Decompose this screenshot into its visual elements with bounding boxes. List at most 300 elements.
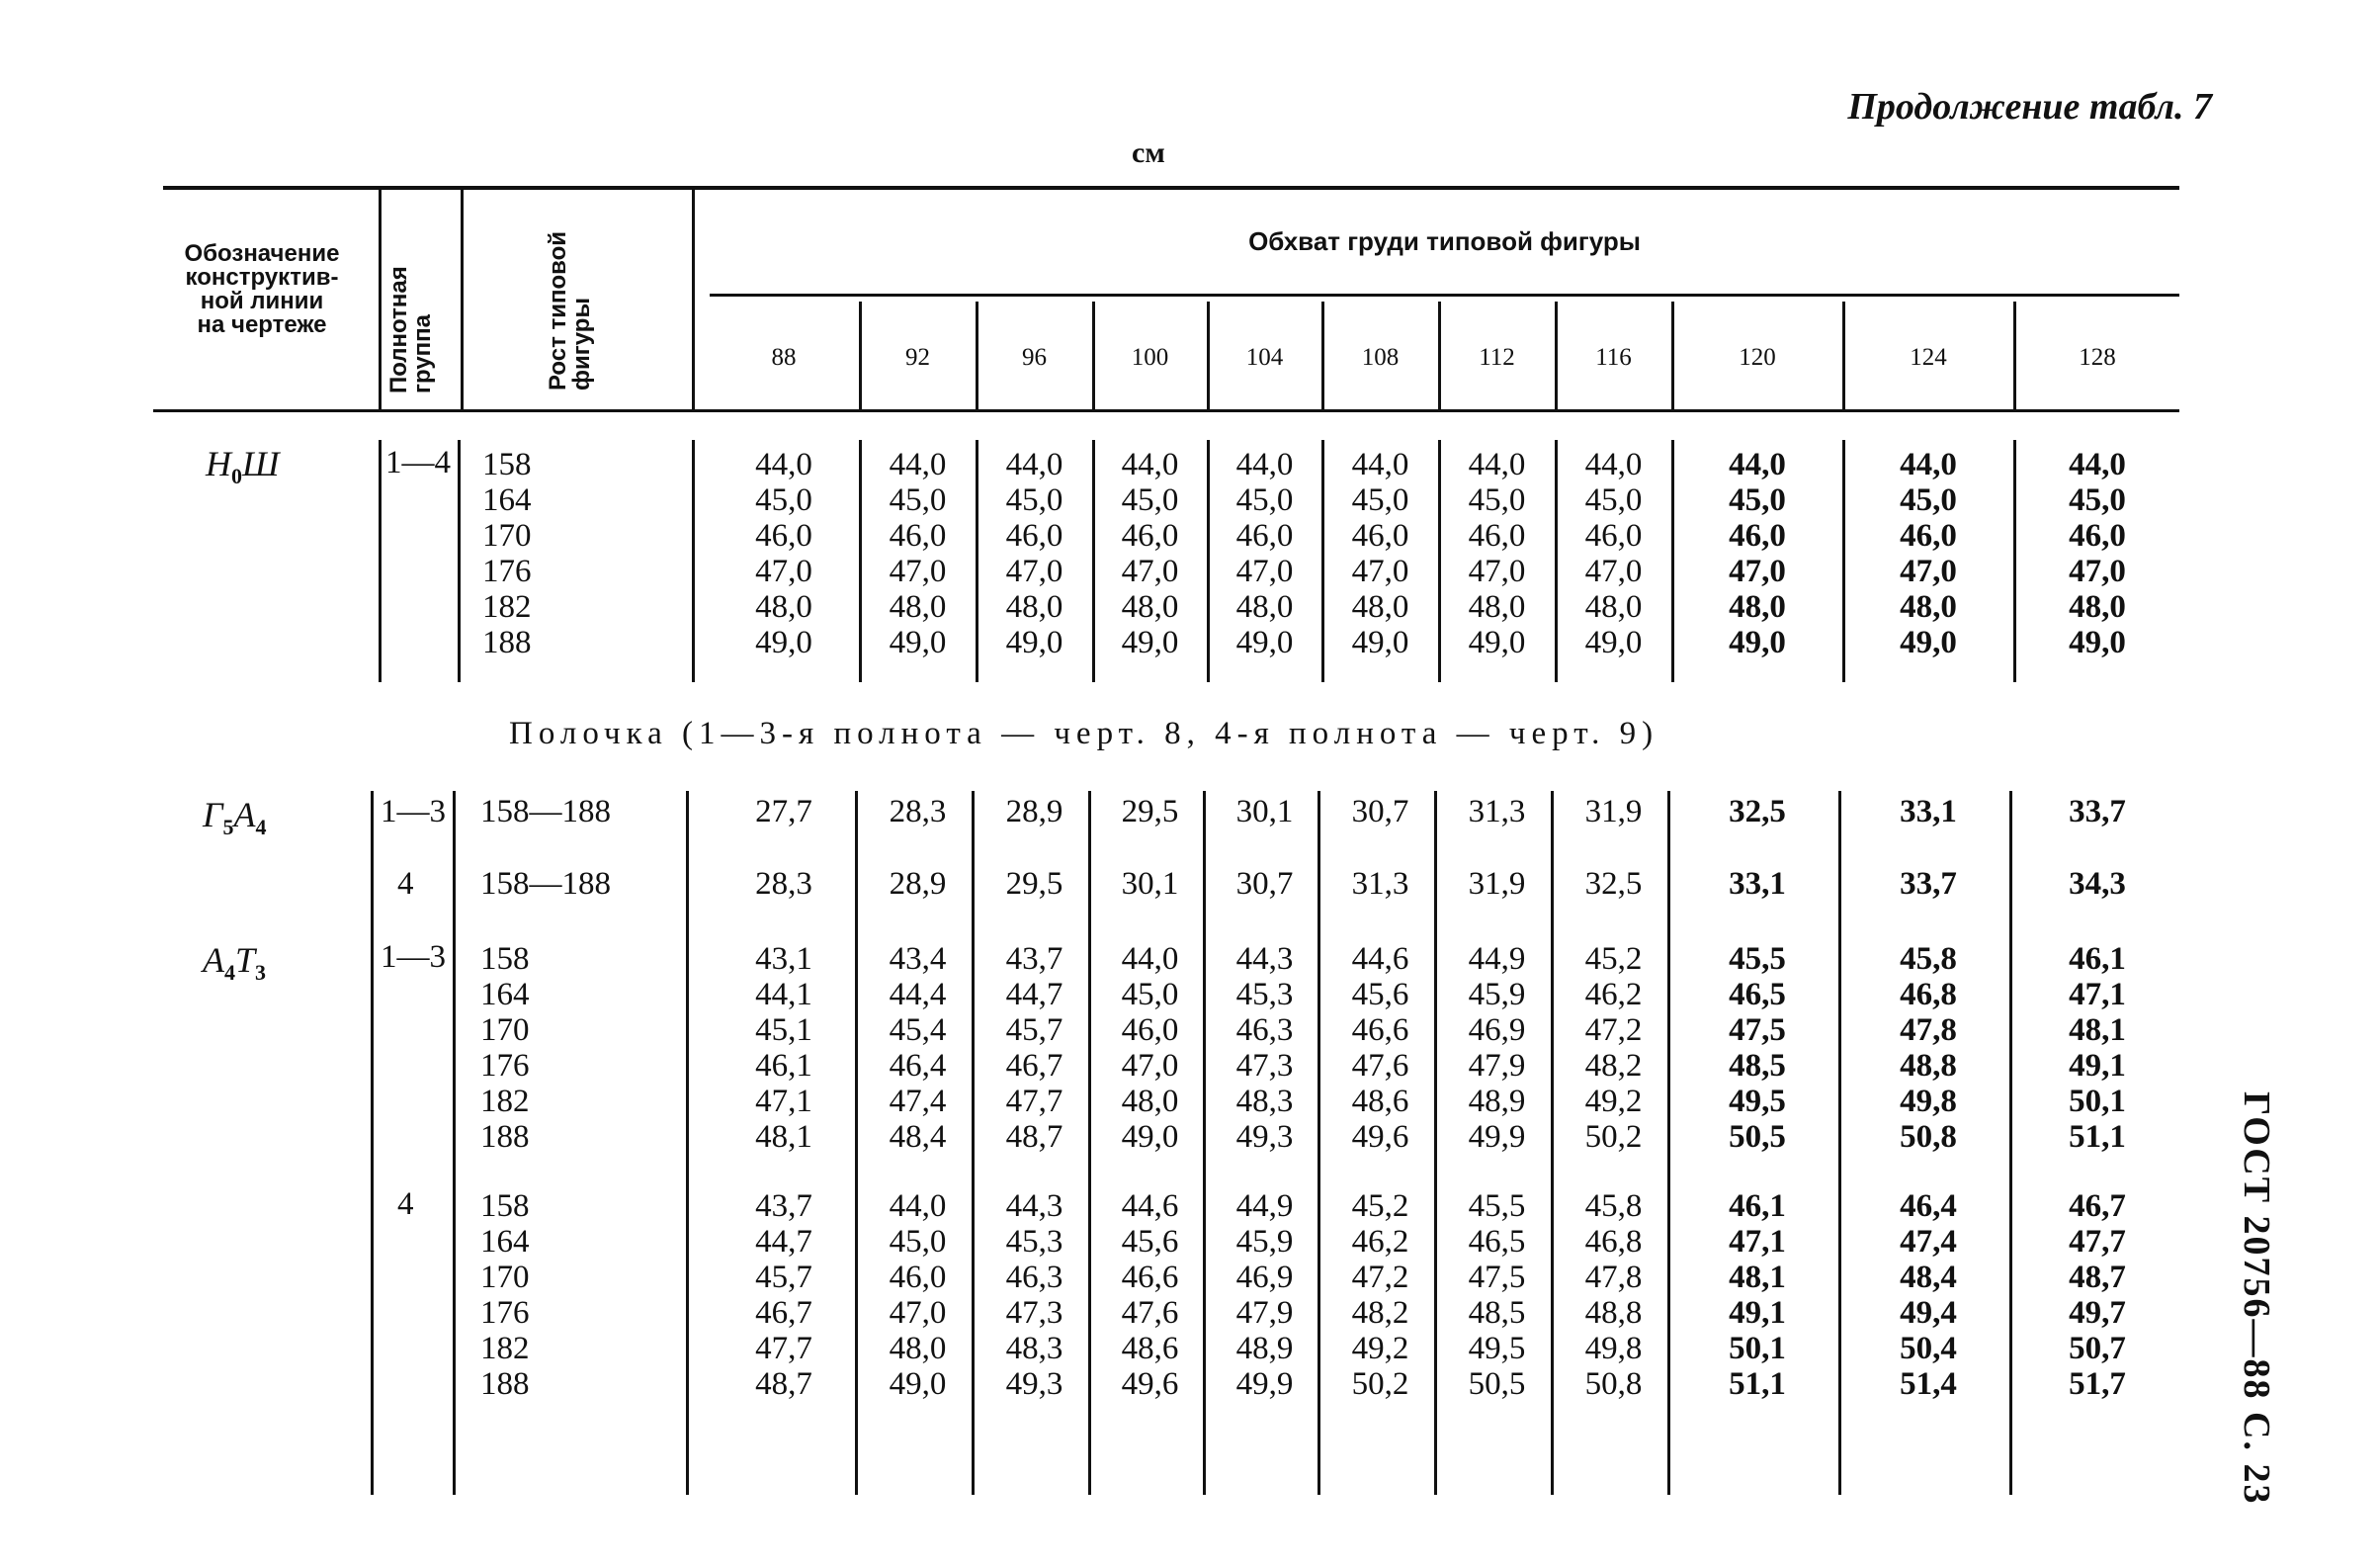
heights-g5a4-b: 158—188 xyxy=(480,866,611,902)
height-value: 182 xyxy=(482,589,532,625)
value-cell: 48,0 xyxy=(1121,589,1179,625)
value-cell: 45,0 xyxy=(1900,482,1957,518)
size-header-124: 124 xyxy=(1910,344,1947,371)
value-cell: 47,7 xyxy=(755,1331,812,1366)
label-part: Т xyxy=(235,940,256,980)
value-cell: 48,4 xyxy=(889,1119,947,1155)
value-cell: 45,5 xyxy=(1729,941,1786,977)
value-cell: 44,0 xyxy=(889,1188,947,1224)
value-cell: 48,0 xyxy=(1729,589,1786,625)
value-column xyxy=(710,1188,858,1402)
col-divider xyxy=(379,190,382,409)
value-cell: 29,5 xyxy=(1005,866,1063,902)
value-cell: 27,7 xyxy=(755,794,812,829)
value-cell: 50,2 xyxy=(1584,1119,1643,1155)
col-divider xyxy=(859,302,862,409)
value-cell: 46,5 xyxy=(1468,1224,1526,1260)
value-cell: 47,6 xyxy=(1121,1295,1179,1331)
value-cell: 29,5 xyxy=(1121,794,1179,829)
value-cell: 48,0 xyxy=(1584,589,1643,625)
value-cell: 47,0 xyxy=(1121,554,1179,589)
line-label-h0sh xyxy=(206,443,280,489)
col-divider xyxy=(1438,302,1441,409)
label-part: Ш xyxy=(242,444,280,483)
value-cell: 46,8 xyxy=(1584,1224,1643,1260)
value-cell: 49,9 xyxy=(1235,1366,1294,1402)
value-cell: 50,5 xyxy=(1729,1119,1786,1155)
col-divider xyxy=(692,190,695,409)
value-cell: 49,0 xyxy=(1121,625,1179,660)
value-cell: 45,7 xyxy=(1005,1012,1063,1048)
heights-g5a4-a: 158—188 xyxy=(480,794,611,829)
value-cell: 49,6 xyxy=(1121,1366,1179,1402)
value-column xyxy=(710,866,858,902)
value-cell: 47,0 xyxy=(1235,554,1294,589)
header-designation-line: Обозначение xyxy=(184,240,340,267)
value-cell: 49,0 xyxy=(755,625,812,660)
value-cell: 48,5 xyxy=(1468,1295,1526,1331)
value-cell: 48,7 xyxy=(1005,1119,1063,1155)
value-cell: 44,0 xyxy=(1729,447,1786,482)
value-cell: 33,1 xyxy=(1900,794,1957,829)
value-column xyxy=(1844,794,2012,829)
header-designation-line: конструктив- xyxy=(185,264,339,291)
value-column xyxy=(1440,1188,1554,1402)
value-cell: 48,8 xyxy=(1584,1295,1643,1331)
value-column xyxy=(1440,794,1554,829)
col-divider xyxy=(686,791,689,1495)
value-cell: 49,0 xyxy=(1729,625,1786,660)
value-cell: 32,5 xyxy=(1729,794,1786,829)
value-column xyxy=(1673,866,1841,902)
value-cell: 50,1 xyxy=(1729,1331,1786,1366)
height-value: 182 xyxy=(480,1084,530,1119)
height-value: 176 xyxy=(480,1295,530,1331)
value-cell: 48,5 xyxy=(1729,1048,1786,1084)
value-cell: 47,9 xyxy=(1468,1048,1526,1084)
value-cell: 47,7 xyxy=(1005,1084,1063,1119)
value-cell: 48,0 xyxy=(1005,589,1063,625)
value-cell: 33,1 xyxy=(1729,866,1786,902)
value-cell: 47,9 xyxy=(1235,1295,1294,1331)
value-cell: 47,0 xyxy=(1468,554,1526,589)
value-cell: 44,3 xyxy=(1235,941,1294,977)
col-divider xyxy=(692,440,695,682)
value-cell: 31,9 xyxy=(1468,866,1526,902)
value-cell: 28,9 xyxy=(889,866,947,902)
value-cell: 51,4 xyxy=(1900,1366,1957,1402)
value-cell: 47,8 xyxy=(1584,1260,1643,1295)
value-column xyxy=(1673,1188,1841,1402)
value-cell: 45,0 xyxy=(1005,482,1063,518)
table-continuation-caption: Продолжение табл. 7 xyxy=(1847,86,2212,128)
value-cell: 30,7 xyxy=(1235,866,1294,902)
value-cell: 46,5 xyxy=(1729,977,1786,1012)
label-part: Г xyxy=(203,795,223,834)
value-column xyxy=(1557,866,1670,902)
value-cell: 45,6 xyxy=(1351,977,1409,1012)
value-cell: 46,1 xyxy=(1729,1188,1786,1224)
value-cell: 44,0 xyxy=(889,447,947,482)
size-header-104: 104 xyxy=(1245,344,1284,371)
value-column xyxy=(1673,447,1841,660)
value-cell: 47,4 xyxy=(1900,1224,1957,1260)
value-cell: 45,0 xyxy=(1584,482,1643,518)
value-cell: 47,0 xyxy=(1121,1048,1179,1084)
value-cell: 48,0 xyxy=(2069,589,2126,625)
value-cell: 44,0 xyxy=(755,447,812,482)
value-cell: 47,7 xyxy=(2069,1224,2126,1260)
height-value: 158 xyxy=(480,941,530,977)
value-cell: 47,1 xyxy=(755,1084,812,1119)
value-column xyxy=(1323,941,1437,1155)
value-cell: 51,7 xyxy=(2069,1366,2126,1402)
value-cell: 44,0 xyxy=(1900,447,1957,482)
value-cell: 46,9 xyxy=(1468,1012,1526,1048)
value-column xyxy=(978,1188,1091,1402)
size-header-88: 88 xyxy=(771,344,797,371)
col-divider xyxy=(1671,302,1674,409)
value-cell: 49,0 xyxy=(1900,625,1957,660)
value-cell: 46,0 xyxy=(1121,518,1179,554)
value-cell: 45,0 xyxy=(1468,482,1526,518)
value-cell: 46,3 xyxy=(1235,1012,1294,1048)
value-cell: 45,2 xyxy=(1351,1188,1409,1224)
chest-header-rule xyxy=(710,294,2179,297)
value-cell: 47,1 xyxy=(1729,1224,1786,1260)
value-cell: 31,3 xyxy=(1468,794,1526,829)
value-cell: 46,9 xyxy=(1235,1260,1294,1295)
value-column xyxy=(978,866,1091,902)
value-column xyxy=(1673,794,1841,829)
value-column xyxy=(861,941,975,1155)
value-column xyxy=(1094,447,1206,660)
value-cell: 46,3 xyxy=(1005,1260,1063,1295)
value-cell: 48,1 xyxy=(2069,1012,2126,1048)
value-cell: 46,7 xyxy=(1005,1048,1063,1084)
value-column xyxy=(1094,794,1206,829)
height-value: 188 xyxy=(480,1119,530,1155)
height-value: 176 xyxy=(480,1048,530,1084)
size-header-100: 100 xyxy=(1131,344,1169,371)
header-chest-girth: Обхват груди типовой фигуры xyxy=(1248,226,1641,256)
value-cell: 47,0 xyxy=(1900,554,1957,589)
value-cell: 46,1 xyxy=(2069,941,2126,977)
value-cell: 48,1 xyxy=(755,1119,812,1155)
value-column xyxy=(1557,1188,1670,1402)
value-cell: 49,1 xyxy=(1729,1295,1786,1331)
value-cell: 47,3 xyxy=(1235,1048,1294,1084)
value-cell: 49,0 xyxy=(1005,625,1063,660)
fullness-group-g5a4-a: 1—3 xyxy=(381,794,446,829)
value-cell: 44,0 xyxy=(1121,941,1179,977)
value-column xyxy=(2015,866,2179,902)
value-cell: 45,9 xyxy=(1235,1224,1294,1260)
height-value: 182 xyxy=(480,1331,530,1366)
value-cell: 47,5 xyxy=(1468,1260,1526,1295)
value-cell: 47,1 xyxy=(2069,977,2126,1012)
header-height-line: фигуры xyxy=(568,298,595,391)
size-header-128: 128 xyxy=(2079,344,2116,371)
label-subscript: 0 xyxy=(231,464,242,489)
value-cell: 44,0 xyxy=(1121,447,1179,482)
unit-label: см xyxy=(1132,136,1165,169)
value-column xyxy=(978,447,1091,660)
value-column xyxy=(861,794,975,829)
value-column xyxy=(1673,941,1841,1155)
value-column xyxy=(1844,447,2012,660)
value-cell: 48,0 xyxy=(1235,589,1294,625)
col-divider xyxy=(461,190,464,409)
value-cell: 49,0 xyxy=(889,1366,947,1402)
value-cell: 46,0 xyxy=(755,518,812,554)
value-cell: 48,6 xyxy=(1121,1331,1179,1366)
value-column xyxy=(1844,866,2012,902)
value-cell: 46,0 xyxy=(1900,518,1957,554)
value-cell: 45,0 xyxy=(755,482,812,518)
value-cell: 44,0 xyxy=(1235,447,1294,482)
value-cell: 44,9 xyxy=(1468,941,1526,977)
value-cell: 51,1 xyxy=(1729,1366,1786,1402)
value-cell: 47,4 xyxy=(889,1084,947,1119)
size-header-92: 92 xyxy=(905,344,930,371)
value-column xyxy=(1209,447,1320,660)
value-cell: 48,0 xyxy=(1351,589,1409,625)
value-cell: 34,3 xyxy=(2069,866,2126,902)
value-cell: 30,7 xyxy=(1351,794,1409,829)
value-cell: 50,8 xyxy=(1584,1366,1643,1402)
value-cell: 44,0 xyxy=(1005,447,1063,482)
value-cell: 48,9 xyxy=(1468,1084,1526,1119)
value-cell: 50,5 xyxy=(1468,1366,1526,1402)
value-cell: 46,6 xyxy=(1351,1012,1409,1048)
value-cell: 47,0 xyxy=(2069,554,2126,589)
header-bottom-rule xyxy=(153,409,2179,412)
value-cell: 47,0 xyxy=(1351,554,1409,589)
value-cell: 48,8 xyxy=(1900,1048,1957,1084)
height-value: 188 xyxy=(482,625,532,660)
value-cell: 49,0 xyxy=(1468,625,1526,660)
value-cell: 49,3 xyxy=(1005,1366,1063,1402)
size-header-108: 108 xyxy=(1361,344,1400,371)
value-cell: 47,6 xyxy=(1351,1048,1409,1084)
value-cell: 48,2 xyxy=(1351,1295,1409,1331)
value-cell: 46,0 xyxy=(1005,518,1063,554)
value-cell: 46,0 xyxy=(2069,518,2126,554)
value-cell: 33,7 xyxy=(1900,866,1957,902)
value-column xyxy=(2015,941,2179,1155)
value-cell: 47,3 xyxy=(1005,1295,1063,1331)
value-cell: 48,0 xyxy=(755,589,812,625)
value-cell: 45,0 xyxy=(1235,482,1294,518)
value-column xyxy=(1557,794,1670,829)
value-cell: 44,4 xyxy=(889,977,947,1012)
heights-a4t3-b xyxy=(480,1188,530,1402)
gost-page-side-label: ГОСТ 20756—88 С. 23 xyxy=(2236,1091,2277,1506)
value-column xyxy=(710,794,858,829)
value-column xyxy=(1209,1188,1320,1402)
value-cell: 47,0 xyxy=(889,1295,947,1331)
value-cell: 48,3 xyxy=(1005,1331,1063,1366)
size-header-96: 96 xyxy=(1022,344,1047,371)
value-cell: 47,0 xyxy=(1005,554,1063,589)
value-cell: 44,6 xyxy=(1351,941,1409,977)
fullness-group-a4t3-b: 4 xyxy=(397,1186,414,1222)
value-cell: 44,0 xyxy=(2069,447,2126,482)
value-cell: 46,0 xyxy=(1584,518,1643,554)
value-column xyxy=(978,794,1091,829)
value-cell: 47,8 xyxy=(1900,1012,1957,1048)
value-column xyxy=(1557,941,1670,1155)
value-cell: 49,2 xyxy=(1584,1084,1643,1119)
value-cell: 49,0 xyxy=(889,625,947,660)
value-cell: 45,7 xyxy=(755,1260,812,1295)
height-value: 170 xyxy=(482,518,532,554)
value-cell: 45,0 xyxy=(889,1224,947,1260)
value-cell: 46,4 xyxy=(889,1048,947,1084)
value-cell: 47,0 xyxy=(1584,554,1643,589)
label-part: А xyxy=(233,795,256,834)
value-cell: 49,5 xyxy=(1468,1331,1526,1366)
col-divider xyxy=(458,440,461,682)
col-divider xyxy=(379,440,382,682)
value-cell: 49,7 xyxy=(2069,1295,2126,1331)
value-column xyxy=(978,941,1091,1155)
label-part: А xyxy=(203,940,224,980)
value-cell: 31,3 xyxy=(1351,866,1409,902)
value-cell: 45,0 xyxy=(1729,482,1786,518)
value-cell: 49,8 xyxy=(1584,1331,1643,1366)
value-column xyxy=(2015,447,2179,660)
value-cell: 28,3 xyxy=(755,866,812,902)
header-designation-line: на чертеже xyxy=(197,311,327,338)
value-cell: 46,0 xyxy=(889,1260,947,1295)
header-designation xyxy=(153,242,371,337)
value-cell: 45,4 xyxy=(889,1012,947,1048)
col-divider xyxy=(1842,302,1845,409)
value-cell: 48,0 xyxy=(889,589,947,625)
value-cell: 45,2 xyxy=(1584,941,1643,977)
value-cell: 48,0 xyxy=(1468,589,1526,625)
line-label-a4t3 xyxy=(203,939,266,986)
fullness-group-g5a4-b: 4 xyxy=(397,866,414,902)
value-column xyxy=(1094,1188,1206,1402)
value-cell: 46,0 xyxy=(1351,518,1409,554)
height-value: 164 xyxy=(480,1224,530,1260)
value-cell: 46,2 xyxy=(1584,977,1643,1012)
value-cell: 46,0 xyxy=(889,518,947,554)
label-subscript: 5 xyxy=(222,815,234,840)
value-cell: 47,2 xyxy=(1584,1012,1643,1048)
value-cell: 49,4 xyxy=(1900,1295,1957,1331)
header-designation-line: ной линии xyxy=(200,288,324,314)
value-cell: 46,8 xyxy=(1900,977,1957,1012)
value-cell: 48,3 xyxy=(1235,1084,1294,1119)
value-cell: 46,6 xyxy=(1121,1260,1179,1295)
value-cell: 45,3 xyxy=(1005,1224,1063,1260)
col-divider xyxy=(1092,302,1095,409)
value-column xyxy=(861,447,975,660)
value-cell: 49,3 xyxy=(1235,1119,1294,1155)
col-divider xyxy=(1555,302,1558,409)
value-cell: 44,6 xyxy=(1121,1188,1179,1224)
value-column xyxy=(2015,794,2179,829)
col-divider xyxy=(976,302,978,409)
value-cell: 50,2 xyxy=(1351,1366,1409,1402)
value-cell: 45,3 xyxy=(1235,977,1294,1012)
value-cell: 45,8 xyxy=(1584,1188,1643,1224)
value-cell: 46,2 xyxy=(1351,1224,1409,1260)
header-height-line: Рост типовой xyxy=(545,230,571,391)
value-column xyxy=(1557,447,1670,660)
value-cell: 44,3 xyxy=(1005,1188,1063,1224)
value-cell: 45,8 xyxy=(1900,941,1957,977)
value-cell: 49,0 xyxy=(1121,1119,1179,1155)
value-cell: 46,0 xyxy=(1121,1012,1179,1048)
value-cell: 47,0 xyxy=(755,554,812,589)
value-cell: 46,1 xyxy=(755,1048,812,1084)
value-cell: 50,1 xyxy=(2069,1084,2126,1119)
value-cell: 28,9 xyxy=(1005,794,1063,829)
height-value: 176 xyxy=(482,554,532,589)
value-cell: 48,0 xyxy=(889,1331,947,1366)
value-cell: 49,0 xyxy=(1584,625,1643,660)
value-column xyxy=(861,1188,975,1402)
fullness-group-a4t3-a: 1—3 xyxy=(381,939,446,975)
label-subscript: 4 xyxy=(224,960,235,986)
value-cell: 48,2 xyxy=(1584,1048,1643,1084)
value-cell: 44,0 xyxy=(1351,447,1409,482)
value-column xyxy=(2015,1188,2179,1402)
value-cell: 49,6 xyxy=(1351,1119,1409,1155)
header-fullness-line: группа xyxy=(409,313,436,393)
value-cell: 48,6 xyxy=(1351,1084,1409,1119)
height-value: 170 xyxy=(480,1012,530,1048)
height-value: 170 xyxy=(480,1260,530,1295)
value-cell: 49,5 xyxy=(1729,1084,1786,1119)
value-cell: 45,0 xyxy=(1351,482,1409,518)
value-cell: 46,0 xyxy=(1235,518,1294,554)
size-header-112: 112 xyxy=(1479,344,1515,371)
label-subscript: 3 xyxy=(255,960,267,986)
value-cell: 44,0 xyxy=(1468,447,1526,482)
height-value: 158 xyxy=(482,447,532,482)
value-column xyxy=(710,941,858,1155)
value-cell: 49,1 xyxy=(2069,1048,2126,1084)
value-column xyxy=(1323,794,1437,829)
value-column xyxy=(1440,866,1554,902)
heights-h0sh xyxy=(482,447,532,660)
value-cell: 45,0 xyxy=(2069,482,2126,518)
value-cell: 50,4 xyxy=(1900,1331,1957,1366)
value-cell: 48,0 xyxy=(1121,1084,1179,1119)
header-fullness-group xyxy=(387,266,435,393)
top-rule xyxy=(163,186,2179,190)
value-column xyxy=(1844,941,2012,1155)
value-cell: 50,7 xyxy=(2069,1331,2126,1366)
label-subscript: 4 xyxy=(255,815,267,840)
value-cell: 49,9 xyxy=(1468,1119,1526,1155)
height-value: 158 xyxy=(480,1188,530,1224)
value-cell: 46,7 xyxy=(2069,1188,2126,1224)
height-value: 164 xyxy=(482,482,532,518)
value-cell: 43,4 xyxy=(889,941,947,977)
value-cell: 48,4 xyxy=(1900,1260,1957,1295)
value-cell: 43,7 xyxy=(1005,941,1063,977)
value-cell: 43,7 xyxy=(755,1188,812,1224)
value-cell: 45,5 xyxy=(1468,1188,1526,1224)
value-column xyxy=(1323,447,1437,660)
